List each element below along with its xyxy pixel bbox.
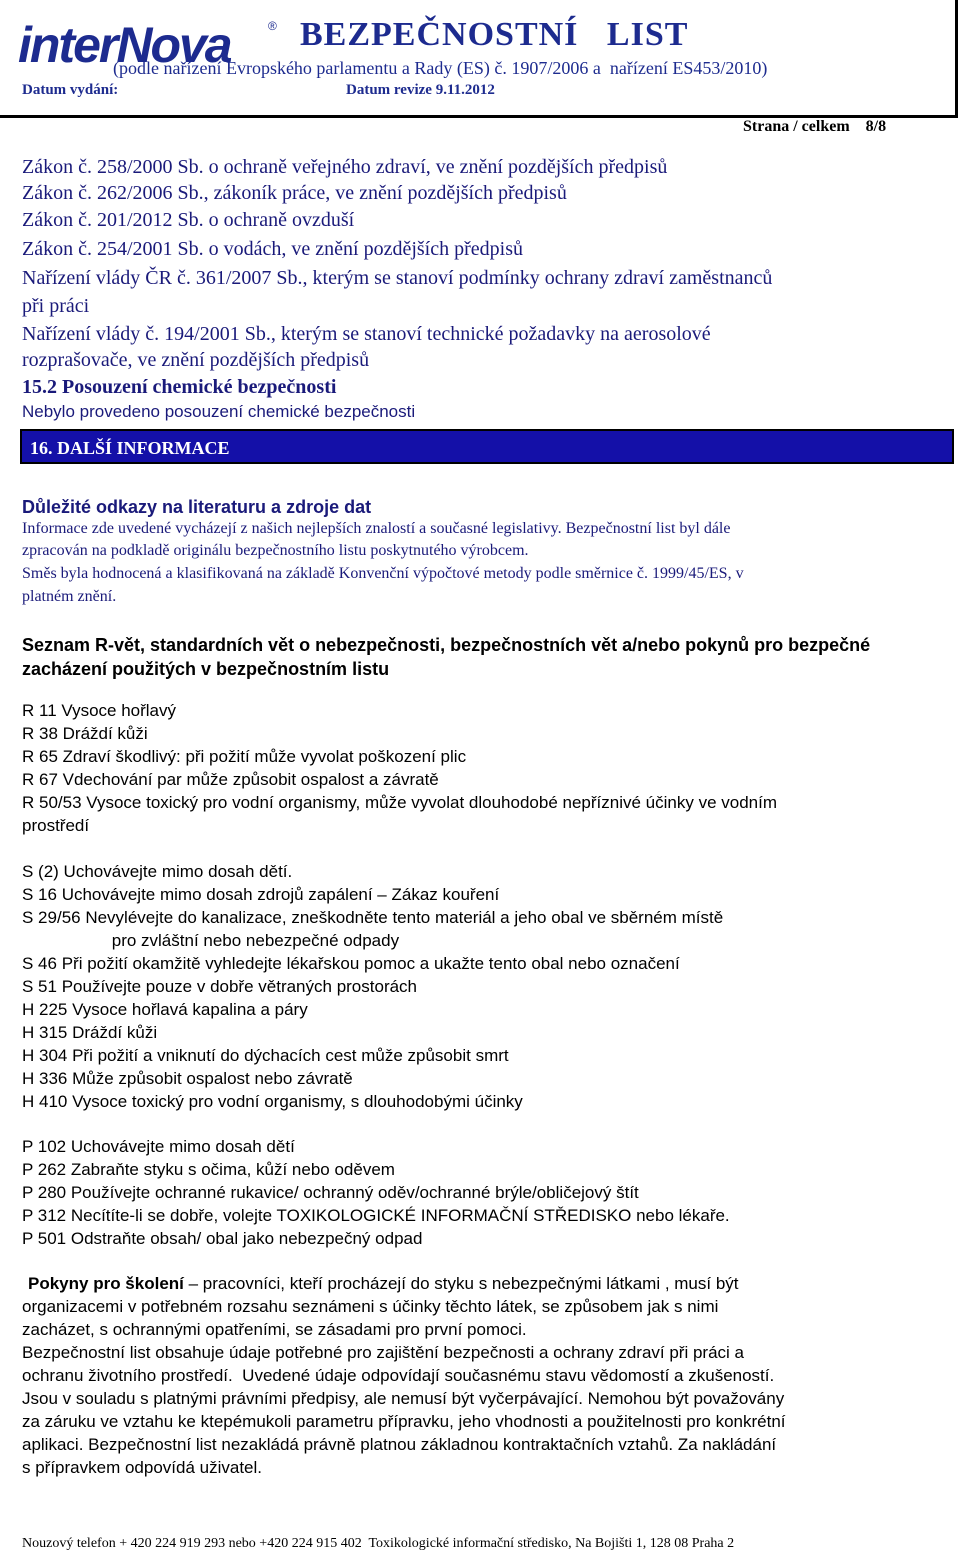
- r-phrase: R 65 Zdraví škodlivý: při požití může vyvolat poškození plic: [22, 747, 467, 766]
- training-line: s přípravkem odpovídá uživatel.: [22, 1458, 263, 1477]
- training-first-rest: – pracovníci, kteří procházejí do styku s nebezpečnými látkami , musí být: [183, 1274, 739, 1293]
- s-h-phrase: H 304 Při požití a vniknutí do dýchacích cest může způsobit smrt: [22, 1046, 509, 1065]
- p-phrase: P 262 Zabraňte styku s očima, kůží nebo oděvem: [22, 1160, 395, 1179]
- regulation-subtitle: (podle nařízení Evropského parlamentu a Rady (ES) č. 1907/2006 a nařízení ES453/2010): [113, 58, 768, 78]
- references-line: platném znění.: [22, 588, 117, 605]
- law-line: rozprašovače, ve znění pozdějších předpisů: [22, 349, 370, 371]
- r-phrase: R 50/53 Vysoce toxický pro vodní organismy, může vyvolat dlouhodobé nepříznivé účinky ve vodním: [22, 793, 777, 812]
- training-line: aplikaci. Bezpečnostní list nezakládá právně platnou základnou kontraktačních vztahů. Za nakládání: [22, 1435, 777, 1454]
- phrases-list-heading: Seznam R-vět, standardních vět o nebezpečnosti, bezpečnostních vět a/nebo pokynů pro bezpečné zacházení použitých v bezpečnostním listu: [22, 635, 871, 679]
- p-phrase: P 312 Necítíte-li se dobře, volejte TOXIKOLOGICKÉ INFORMAČNÍ STŘEDISKO nebo lékaře.: [22, 1206, 730, 1225]
- revision-date-label: Datum revize 9.11.2012: [346, 82, 495, 98]
- s-h-phrase: S (2) Uchovávejte mimo dosah dětí.: [22, 862, 293, 881]
- p-phrase: P 501 Odstraňte obsah/ obal jako nebezpečný odpad: [22, 1229, 423, 1248]
- p-phrase: P 102 Uchovávejte mimo dosah dětí: [22, 1137, 295, 1156]
- s-h-phrase: H 336 Může způsobit ospalost nebo závratě: [22, 1069, 353, 1088]
- references-line: Informace zde uvedené vycházejí z našich nejlepších znalostí a současné legislativy. Bezpečnostní list byl dále: [22, 520, 731, 537]
- law-line: Nařízení vlády č. 194/2001 Sb., kterým se stanoví technické požadavky na aerosolové: [22, 323, 711, 345]
- training-first-line: [28, 1273, 739, 1295]
- p-phrase: P 280 Používejte ochranné rukavice/ ochranný oděv/ochranné brýle/obličejový štít: [22, 1183, 639, 1202]
- r-phrase: R 67 Vdechování par může způsobit ospalost a závratě: [22, 770, 439, 789]
- r-phrase: R 38 Dráždí kůži: [22, 724, 148, 743]
- training-line: za záruku ve vztahu ke ktерémukoli parametru přípravku, jeho vhodnosti a použitelnosti pro konkrétní: [22, 1412, 786, 1431]
- footer-emergency-contacts: Nouzový telefon + 420 224 919 293 nebo +420 224 915 402 Toxikologické informační středisko, Na Bojišti 1, 128 08 Praha 2: [22, 1536, 735, 1551]
- r-phrase: prostředí: [22, 816, 90, 835]
- section-15-2-heading: 15.2 Posouzení chemické bezpečnosti: [22, 376, 337, 398]
- page-counter: Strana / celkem 8/8: [743, 118, 887, 135]
- s-h-phrase: S 46 Při požití okamžitě vyhledejte lékařskou pomoc a ukažte tento obal nebo označení: [22, 954, 680, 973]
- references-heading: Důležité odkazy na literaturu a zdroje dat: [22, 497, 372, 517]
- training-line: Jsou v souladu s platnými právními předpisy, ale nemusí být vyčerpávající. Nemohou být považovány: [22, 1389, 785, 1408]
- s-h-phrase: pro zvláštní nebo nebezpečné odpady: [22, 931, 400, 950]
- section-16-bar: [20, 429, 954, 464]
- r-phrase: R 11 Vysoce hořlavý: [22, 701, 177, 720]
- svg-text:interNova: interNova: [18, 17, 231, 73]
- s-h-phrase: S 16 Uchovávejte mimo dosah zdrojů zapálení – Zákaz kouření: [22, 885, 500, 904]
- law-line: Zákon č. 258/2000 Sb. o ochraně veřejného zdraví, ve znění pozdějších předpisů: [22, 156, 668, 178]
- references-line: Směs byla hodnocená a klasifikovaná na základě Konvenční výpočtové metody podle směrnice č. 1999/45/ES, v: [22, 565, 744, 582]
- law-line: při práci: [22, 295, 90, 317]
- issue-date-label: Datum vydání:: [22, 82, 119, 98]
- training-line: zacházet, s ochrannými opatřeními, se zásadami pro první pomoci.: [22, 1320, 527, 1339]
- s-h-phrase: H 315 Dráždí kůži: [22, 1023, 158, 1042]
- s-h-phrase: H 225 Vysoce hořlavá kapalina a páry: [22, 1000, 308, 1019]
- law-line: Zákon č. 254/2001 Sb. o vodách, ve znění pozdějších předpisů: [22, 238, 523, 260]
- s-h-phrase: S 51 Používejte pouze v dobře větraných prostorách: [22, 977, 418, 996]
- training-line: ochranu životního prostředí. Uvedené údaje odpovídají současnému stavu vědomostí a zkušeností.: [22, 1366, 775, 1385]
- section-15-2-text: Nebylo provedeno posouzení chemické bezpečnosti: [22, 402, 416, 421]
- section-16-title: 16. DALŠÍ INFORMACE: [30, 438, 230, 458]
- law-line: Nařízení vlády ČR č. 361/2007 Sb., kterým se stanoví podmínky ochrany zdraví zaměstnanců: [22, 267, 773, 289]
- document-title: BEZPEČNOSTNÍ LIST: [300, 16, 689, 53]
- training-line: Bezpečnostní list obsahuje údaje potřebné pro zajištění bezpečnosti a ochrany zdraví při práci a: [22, 1343, 744, 1362]
- training-line: organizacemi v potřebném rozsahu seznámeni s účinky těchto látek, se způsobem jak s nimi: [22, 1297, 719, 1316]
- references-line: zpracován na podkladě originálu bezpečnostního listu poskytnutého výrobcem.: [22, 542, 529, 559]
- s-h-phrase: S 29/56 Nevylévejte do kanalizace, zneškodněte tento materiál a jeho obal ve sběrném místě: [22, 908, 724, 927]
- law-line: Zákon č. 262/2006 Sb., zákoník práce, ve znění pozdějších předpisů: [22, 182, 567, 204]
- law-line: Zákon č. 201/2012 Sb. o ochraně ovzduší: [22, 209, 355, 231]
- training-heading: Pokyny pro školení: [28, 1274, 184, 1293]
- svg-text:®: ®: [268, 19, 277, 33]
- s-h-phrase: H 410 Vysoce toxický pro vodní organismy, s dlouhodobými účinky: [22, 1092, 523, 1111]
